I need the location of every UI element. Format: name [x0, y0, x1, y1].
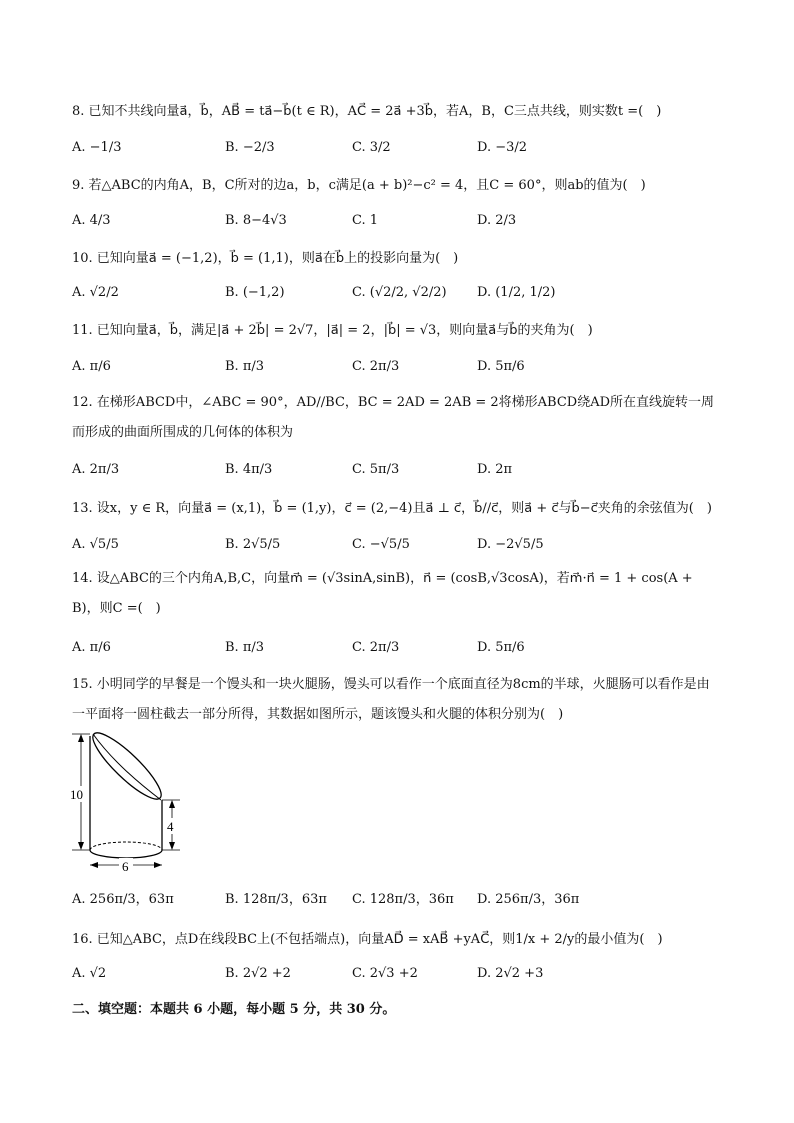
option-a: A. √2: [72, 966, 107, 981]
question-8-options: [72, 140, 722, 162]
question-12-options: [72, 462, 722, 484]
bottom-ellipse-front: [90, 850, 162, 858]
width-label: 6: [122, 859, 129, 874]
option-a: A. π/6: [72, 640, 111, 655]
option-c: C. 2√3 +2: [352, 966, 418, 981]
question-10-stem: 10. 已知向量a⃗ = (−1,2)，b⃗ = (1,1)，则a⃗在b⃗上的投影向量为( ): [72, 251, 459, 266]
option-b: B. 8−4√3: [225, 213, 287, 228]
option-b: B. (−1,2): [225, 285, 285, 300]
question-14-options: [72, 640, 722, 662]
height-label-right: 4: [167, 819, 174, 834]
option-d: D. (1/2, 1/2): [477, 285, 556, 300]
option-a: A. √5/5: [72, 537, 119, 552]
option-d: D. 2/3: [477, 213, 517, 228]
option-c: C. 128π/3，36π: [352, 892, 454, 907]
question-15-options: [72, 888, 722, 910]
option-b: B. π/3: [225, 359, 265, 374]
question-13-stem: 13. 设x，y ∈ R，向量a⃗ = (x,1)，b⃗ = (1,y)，c⃗ = (2,−4)且a⃗ ⊥ c⃗，b⃗//c⃗，则a⃗ + c⃗与b⃗−c⃗夹角的余弦值为( ): [72, 501, 712, 516]
inner-curve: [93, 734, 161, 800]
section-heading-fill-in: 二、填空题：本题共 6 小题，每小题 5 分，共 30 分。: [72, 1002, 396, 1017]
question-14-stem: 14. 设△ABC的三个内角A,B,C，向量m⃗ = (√3sinA,sinB)，n⃗ = (cosB,√3cosA)，若m⃗·n⃗ = 1 + cos(A + B)，则C =( ): [72, 571, 693, 616]
question-10-options: [72, 285, 722, 307]
option-a: A. −1/3: [72, 140, 122, 155]
option-d: D. −2√5/5: [477, 537, 544, 552]
question-9-options: [72, 213, 722, 235]
option-c: C. 2π/3: [352, 359, 400, 374]
option-d: D. 2√2 +3: [477, 966, 544, 981]
question-8-stem: 8. 已知不共线向量a⃗，b⃗，AB⃗ = ta⃗−b⃗(t ∈ R)，AC⃗ = 2a⃗ +3b⃗，若A，B，C三点共线，则实数t =( ): [72, 104, 662, 119]
option-c: C. (√2/2, √2/2): [352, 285, 447, 300]
option-b: B. 2√5/5: [225, 537, 281, 552]
option-a: A. 2π/3: [72, 462, 120, 477]
question-9-stem: 9. 若△ABC的内角A，B，C所对的边a，b，c满足(a + b)²−c² = 4，且C = 60°，则ab的值为( ): [72, 178, 646, 193]
option-c: C. 1: [352, 213, 379, 228]
option-a: A. √2/2: [72, 285, 119, 300]
bottom-ellipse-back: [90, 842, 162, 850]
question-11-stem: 11. 已知向量a⃗，b⃗，满足|a⃗ + 2b⃗| = 2√7，|a⃗| = 2，|b⃗| = √3，则向量a⃗与b⃗的夹角为( ): [72, 323, 593, 338]
option-d: D. 5π/6: [477, 640, 525, 655]
question-16-options: [72, 966, 722, 988]
question-11-options: [72, 359, 722, 381]
option-b: B. −2/3: [225, 140, 275, 155]
question-12-stem: 12. 在梯形ABCD中，∠ABC = 90°，AD//BC，BC = 2AD = 2AB = 2将梯形ABCD绕AD所在直线旋转一周而形成的曲面所围成的几何体的体积为: [72, 395, 715, 440]
option-b: B. 128π/3，63π: [225, 892, 327, 907]
option-d: D. 256π/3，36π: [477, 892, 580, 907]
option-c: C. 5π/3: [352, 462, 400, 477]
option-b: B. π/3: [225, 640, 265, 655]
question-15-stem: 15. 小明同学的早餐是一个馒头和一块火腿肠，馒头可以看作一个底面直径为8cm的半球，火腿肠可以看作是由一平面将一圆柱截去一部分所得，其数据如图所示，题该馒头和火腿的体积分别为( ): [72, 677, 710, 722]
height-label-left: 10: [70, 787, 83, 802]
option-d: D. 5π/6: [477, 359, 525, 374]
question-13-options: [72, 537, 722, 559]
option-c: C. 2π/3: [352, 640, 400, 655]
question-16-stem: 16. 已知△ABC，点D在线段BC上(不包括端点)，向量AD⃗ = xAB⃗ +yAC⃗，则1/x + 2/y的最小值为( ): [72, 932, 663, 947]
option-c: C. 3/2: [352, 140, 391, 155]
option-d: D. −3/2: [477, 140, 528, 155]
option-a: A. π/6: [72, 359, 111, 374]
option-d: D. 2π: [477, 462, 513, 477]
option-a: A. 256π/3，63π: [72, 892, 174, 907]
option-b: B. 2√2 +2: [225, 966, 291, 981]
option-a: A. 4/3: [72, 213, 111, 228]
slanted-cut-ellipse: [86, 728, 169, 807]
option-c: C. −√5/5: [352, 537, 410, 552]
option-b: B. 4π/3: [225, 462, 273, 477]
ham-cylinder-figure: [66, 728, 196, 878]
